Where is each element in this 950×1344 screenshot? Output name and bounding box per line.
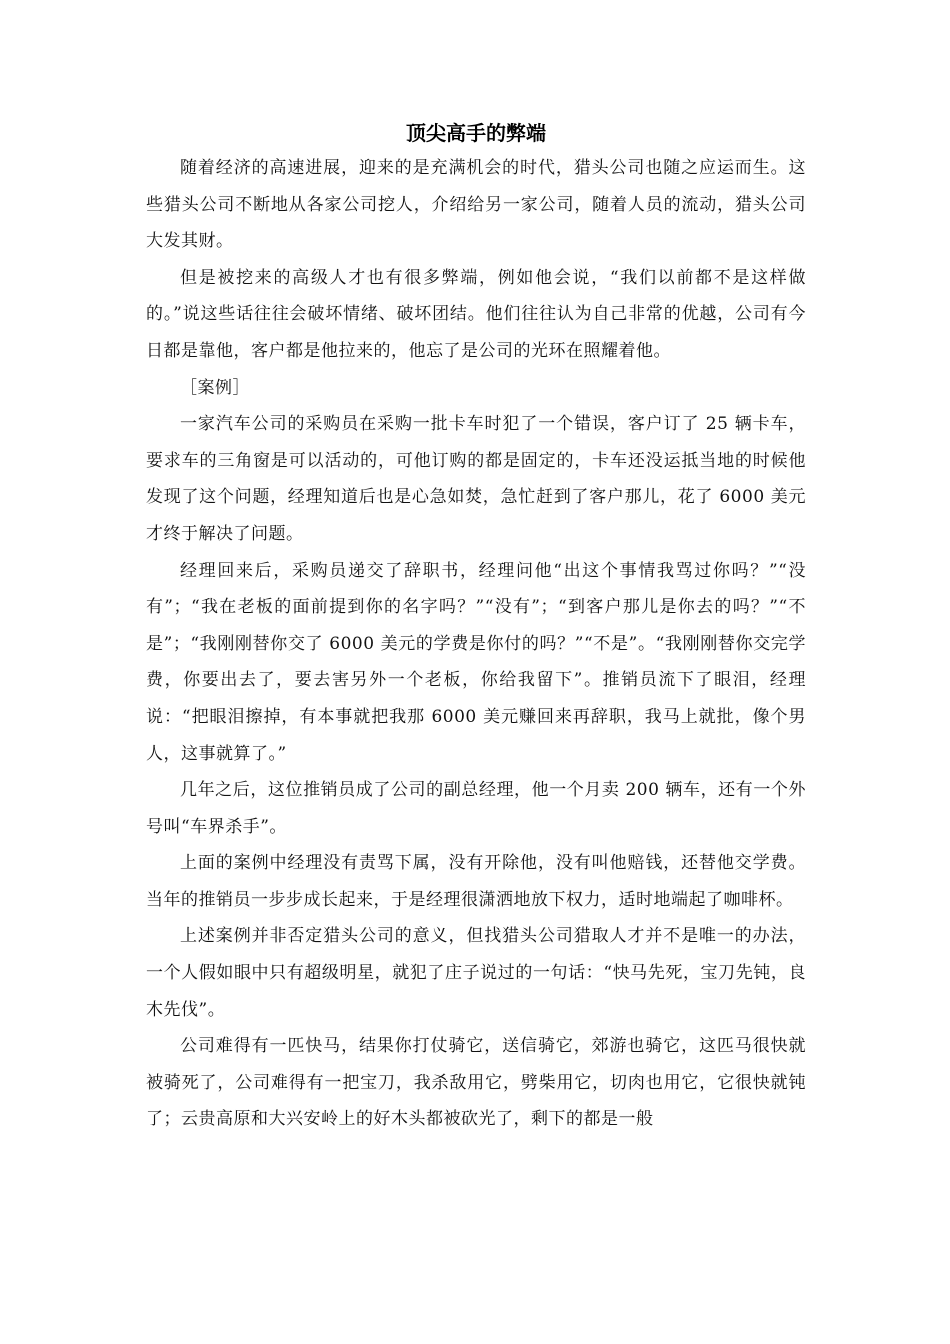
paragraph-drawbacks: 但是被挖来的高级人才也有很多弊端，例如他会说，“我们以前都不是这样做的。”说这些话往往会破坏情绪、破坏团结。他们往往认为自己非常的优越，公司有今日都是靠他，客户都是他拉来的，他忘了是公司的光环在照耀着他。: [146, 267, 806, 361]
paragraph-case-outcome: 几年之后，这位推销员成了公司的副总经理，他一个月卖 200 辆车，还有一个外号叫“车界杀手”。: [146, 780, 806, 837]
paragraph-headhunter-note: 上述案例并非否定猎头公司的意义，但找猎头公司猎取人才并不是唯一的办法，一个人假如眼中只有超级明星，就犯了庄子说过的一句话：“快马先死，宝刀先钝，良木先伐”。: [146, 926, 806, 1020]
paragraph-fast-horse: 公司难得有一匹快马，结果你打仗骑它，送信骑它，郊游也骑它，这匹马很快就被骑死了，公司难得有一把宝刀，我杀敌用它，劈柴用它，切肉也用它，它很快就钝了；云贵高原和大兴安岭上的好木头都被砍光了，剩下的都是一般: [146, 1036, 806, 1130]
paragraph-case-mistake: 一家汽车公司的采购员在采购一批卡车时犯了一个错误，客户订了 25 辆卡车，要求车的三角窗是可以活动的，可他订购的都是固定的，卡车还没运抵当地的时候他发现了这个问题，经理知道后也是心急如焚，急忙赶到了客户那儿，花了 6000 美元才终于解决了问题。: [146, 414, 806, 544]
paragraph-case-heading: ［案例］: [180, 377, 250, 398]
document-title: 顶尖高手的弊端: [406, 121, 546, 145]
paragraph-case-analysis: 上面的案例中经理没有责骂下属，没有开除他，没有叫他赔钱，还替他交学费。当年的推销员一步步成长起来，于是经理很潇洒地放下权力，适时地端起了咖啡杯。: [146, 853, 806, 910]
paragraph-intro: 随着经济的高速进展，迎来的是充满机会的时代，猎头公司也随之应运而生。这些猎头公司不断地从各家公司挖人，介绍给另一家公司，随着人员的流动，猎头公司大发其财。: [146, 158, 806, 252]
document-page: [146, 118, 806, 1138]
paragraph-case-dialogue: 经理回来后，采购员递交了辞职书，经理问他“出这个事情我骂过你吗？”“没有”；“我在老板的面前提到你的名字吗？”“没有”；“到客户那儿是你去的吗？”“不是”；“我刚刚替你交了 6000 美元的学费是你付的吗？”“不是”。“我刚刚替你交完学费，你要出去了，要去害另外一个老板，你给我留下”。推销员流下了眼泪，经理说：“把眼泪擦掉，有本事就把我那 6000 美元赚回来再辞职，我马上就批，像个男人，这事就算了。”: [146, 560, 806, 764]
